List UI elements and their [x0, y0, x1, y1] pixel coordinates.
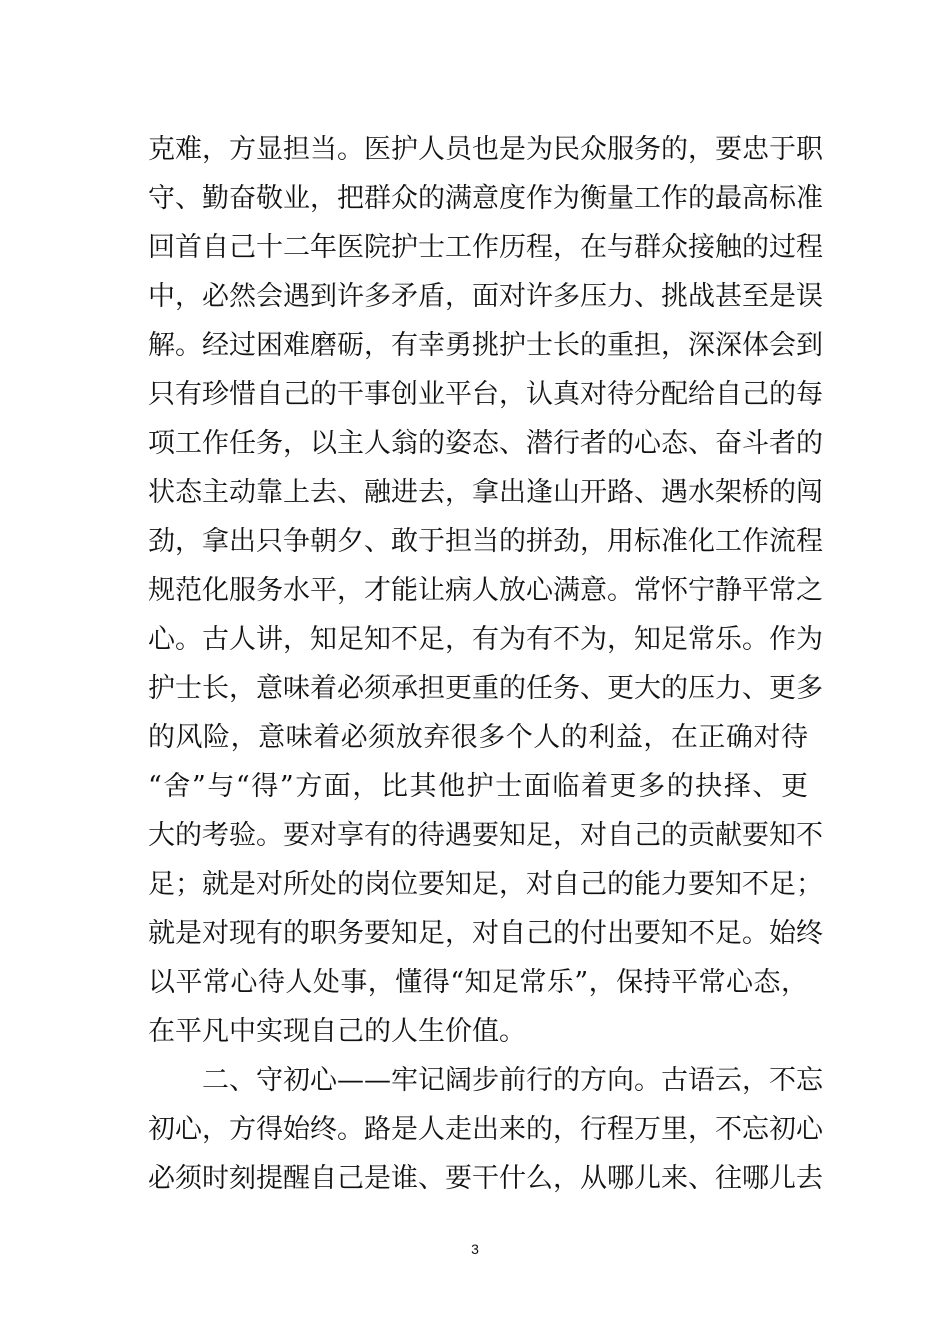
body-text-line: 二、守初心——牢记阔步前行的方向。古语云，不忘 [202, 1065, 823, 1096]
body-text-line: 规范化服务水平，才能让病人放心满意。常怀宁静平常之 [148, 575, 823, 606]
body-text-line: 足；就是对所处的岗位要知足，对自己的能力要知不足； [148, 869, 823, 900]
body-text-line: 必须时刻提醒自己是谁、要干什么，从哪儿来、往哪儿去 [148, 1163, 823, 1194]
body-text-line: 大的考验。要对享有的待遇要知足，对自己的贡献要知不 [148, 820, 823, 851]
body-text-line: 初心，方得始终。路是人走出来的，行程万里，不忘初心 [148, 1114, 823, 1145]
body-text-line: 护士长，意味着必须承担更重的任务、更大的压力、更多 [148, 673, 823, 704]
body-text-line: 项工作任务，以主人翁的姿态、潜行者的心态、奋斗者的 [148, 428, 823, 459]
body-text-line: 守、勤奋敬业，把群众的满意度作为衡量工作的最高标准 [148, 183, 823, 214]
body-text-line: 中，必然会遇到许多矛盾，面对许多压力、挑战甚至是误 [148, 281, 823, 312]
body-text-line: 以平常心待人处事，懂得“知足常乐”，保持平常心态， [148, 967, 808, 998]
body-text-line: 劲，拿出只争朝夕、敢于担当的拼劲，用标准化工作流程 [148, 526, 823, 557]
page-number: 3 [471, 1241, 479, 1257]
body-text-line: 的风险，意味着必须放弃很多个人的利益，在正确对待 [148, 722, 808, 753]
body-text-line: 在平凡中实现自己的人生价值。 [148, 1016, 526, 1047]
body-text-line: “舍”与“得”方面，比其他护士面临着更多的抉择、更 [148, 771, 808, 802]
body-text-line: 回首自己十二年医院护士工作历程，在与群众接触的过程 [148, 232, 823, 263]
body-text-line: 就是对现有的职务要知足，对自己的付出要知不足。始终 [148, 918, 823, 949]
body-text-line: 只有珍惜自己的干事创业平台，认真对待分配给自己的每 [148, 379, 823, 410]
body-text-line: 克难，方显担当。医护人员也是为民众服务的，要忠于职 [148, 134, 823, 165]
body-text-line: 心。古人讲，知足知不足，有为有不为，知足常乐。作为 [148, 624, 823, 655]
body-text-line: 解。经过困难磨砺，有幸勇挑护士长的重担，深深体会到 [148, 330, 823, 361]
body-text-line: 状态主动靠上去、融进去，拿出逢山开路、遇水架桥的闯 [148, 477, 823, 508]
